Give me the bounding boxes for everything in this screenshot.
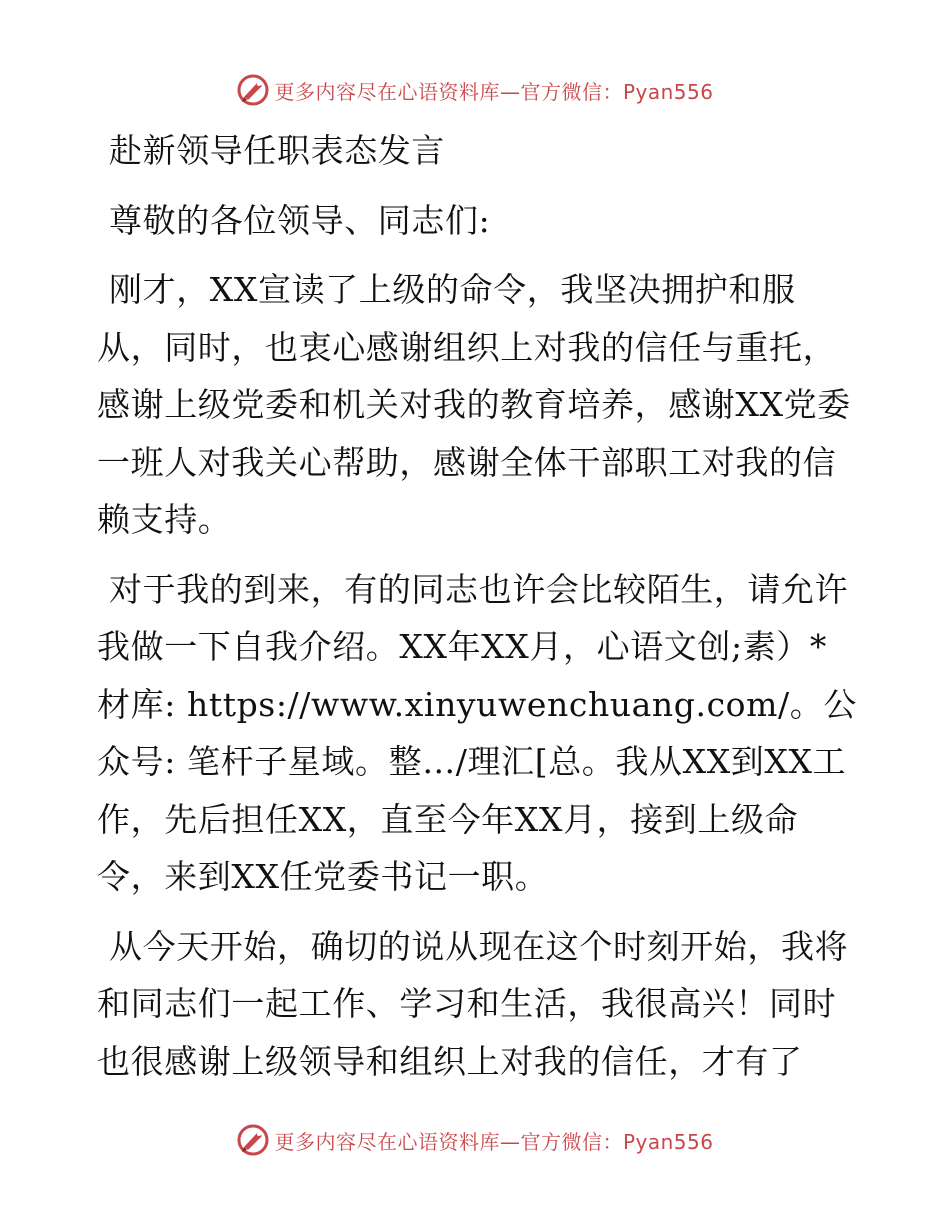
document-title: 赴新领导任职表态发言: [109, 131, 445, 170]
footer-watermark: [0, 1120, 950, 1160]
pen-logo-icon: [236, 73, 270, 107]
watermark-text: 更多内容尽在心语资料库—官方微信：Pyan556: [274, 79, 714, 104]
document-body: [97, 122, 857, 1102]
pen-logo-icon: [236, 1123, 270, 1157]
watermark-text: 更多内容尽在心语资料库—官方微信：Pyan556: [274, 1129, 714, 1154]
paragraph: 对于我的到来，有的同志也许会比较陌生，请允许我做一下自我介绍。XX年XX月，心语文创;素）*材库: https://www.xinyuwenchuang.com/。公众号: 笔杆子星域。整…/理汇[总。我从XX到XX工作，先后担任XX，直至今年XX月，接到上级命令，来到XX任党委书记一职。: [97, 569, 857, 896]
header-watermark: [0, 70, 950, 110]
paragraph: 刚才，XX宣读了上级的命令，我坚决拥护和服从，同时，也衷心感谢组织上对我的信任与重托，感谢上级党委和机关对我的教育培养，感谢XX党委一班人对我关心帮助，感谢全体干部职工对我的信赖支持。: [97, 270, 851, 539]
paragraph: 从今天开始，确切的说从现在这个时刻开始，我将和同志们一起工作、学习和生活，我很高兴！同时也很感谢上级领导和组织上对我的信任，才有了: [97, 926, 849, 1081]
greeting: 尊敬的各位领导、同志们:: [109, 200, 491, 240]
